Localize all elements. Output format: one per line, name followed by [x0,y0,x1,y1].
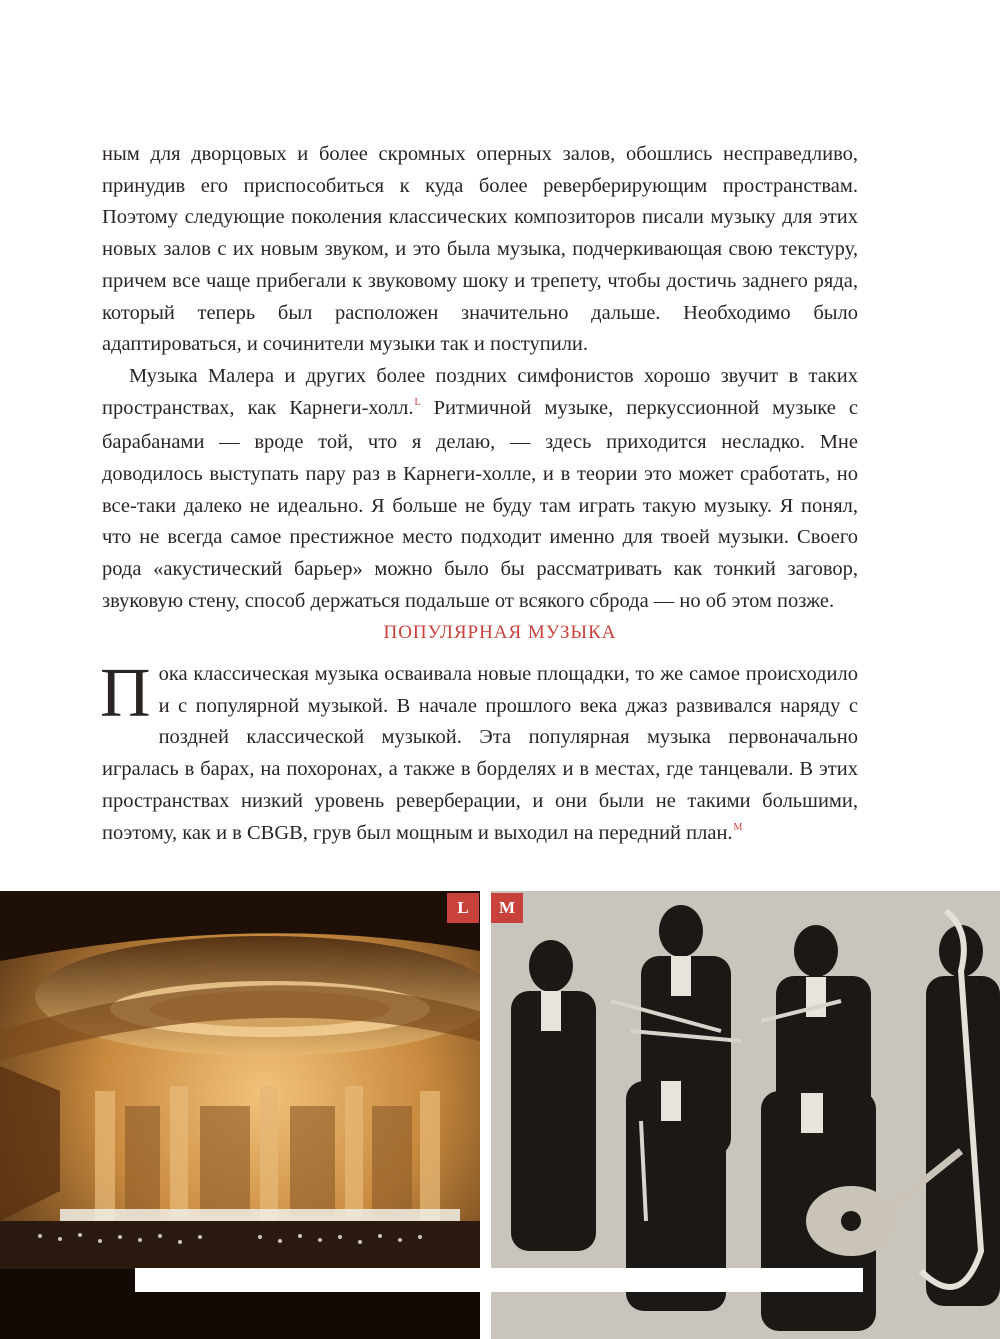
section-heading: ПОПУЛЯРНАЯ МУЗЫКА [383,622,617,643]
photo-badge-m: M [491,893,523,923]
photo-badge-l: L [447,893,479,923]
paragraph-3-text: ока классическая музыка осваивала новые площадки, то же самое происходило и с популярной музыкой. В начале прошлого века джаз развивался наряду с поздней классической музыкой. Эта популярная музыка первоначально игралась в барах, на похоронах, а также в борделях и в местах, где танцевали. В этих пространствах низкий уровень реверберации, и они были не такими большими, поэтому, как и в CBGB, грув был мощным и выходил на передний план. [102,663,858,844]
paragraph-2-text-a: Музыка Малера и других более поздних симфонистов хорошо звучит в таких пространствах, как Карнеги-холл. [102,364,858,419]
paragraph-3 [100,655,858,852]
footnote-ref-m[interactable]: M [733,821,743,833]
caption-strip [135,1268,863,1292]
drop-cap: П [100,655,151,732]
paragraph-2 [102,361,858,618]
footnote-ref-l[interactable]: L [414,396,421,408]
body-text-popular [100,655,858,852]
body-text-top [102,139,858,618]
paragraph-1: ным для дворцовых и более скромных оперных залов, обошлись несправедливо, принудив его приспособиться к куда более реверберирующим пространствам. Поэтому следующие поколения классических композиторов писали музыку для этих новых залов с их новым звуком, и это была музыка, подчеркивающая свою текстуру, причем все чаще прибегали к звуковому шоку и трепету, чтобы достичь заднего ряда, который теперь был расположен значительно дальше. Необходимо было адаптироваться, и сочинители музыки так и поступили. [102,143,858,356]
paragraph-2-text-b: Ритмичной музыке, перкуссионной музыке с барабанами — вроде той, что я делаю, — здесь приходится несладко. Мне доводилось выступать пару раз в Карнеги-холле, и в теории это может сработать, но все-таки далеко не идеально. Я больше не буду там играть такую музыку. Я понял, что не всегда самое престижное место подходит именно для твоей музыки. Своего рода «акустический барьер» можно было бы рассматривать как тонкий заговор, звуковую стену, способ держаться подальше от всякого сброда — но об этом позже. [102,396,858,612]
